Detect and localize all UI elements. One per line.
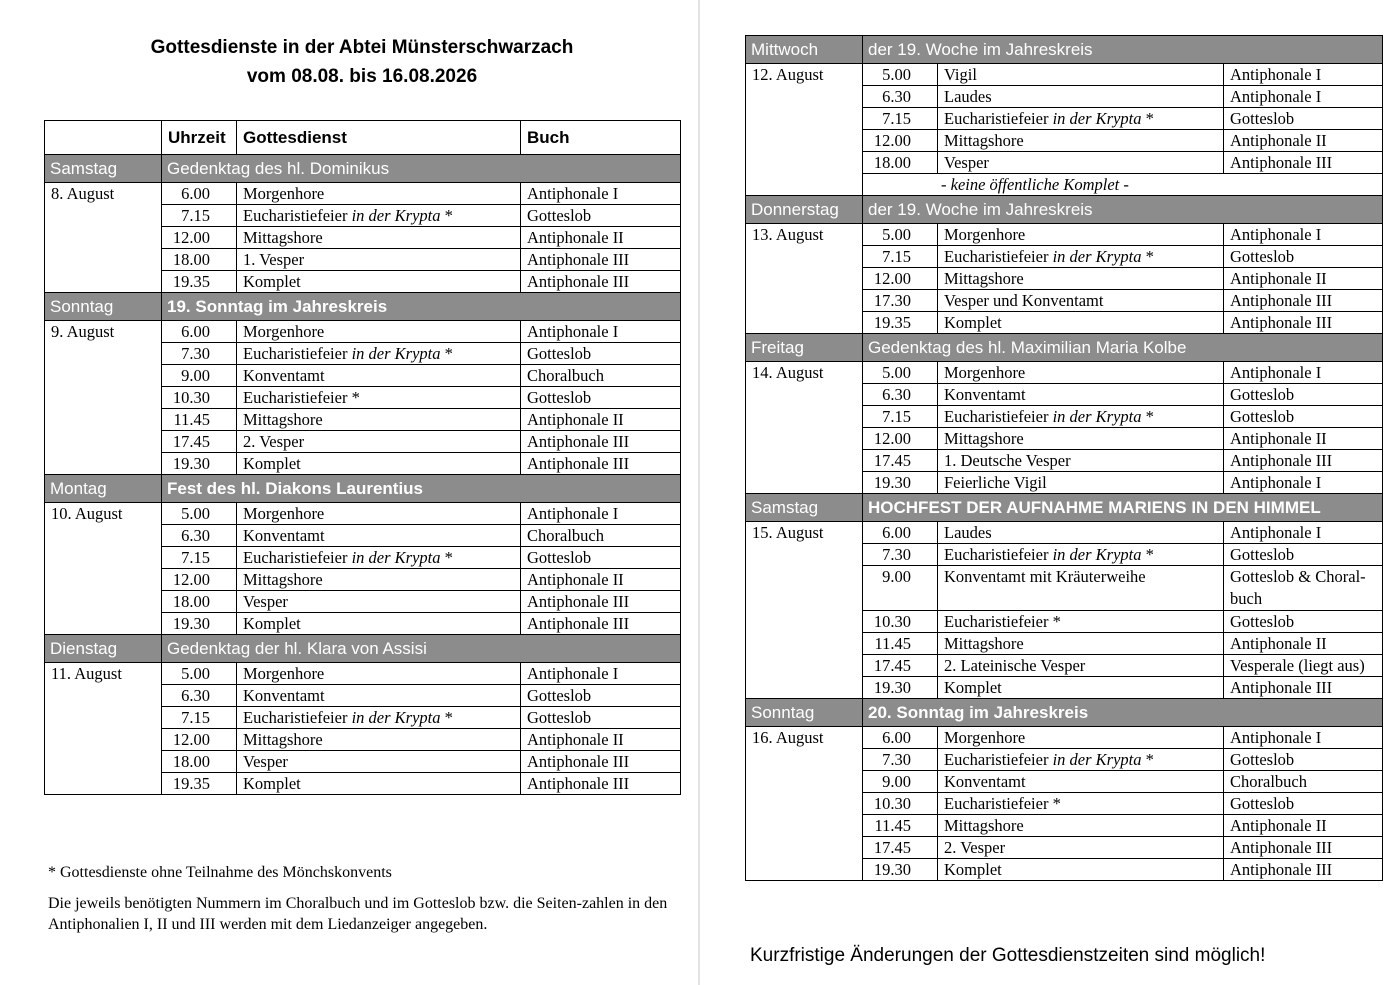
book-name: Gotteslob — [1224, 749, 1383, 771]
service-location: in der Krypta — [351, 206, 441, 225]
feast-title: Gedenktag des hl. Maximilian Maria Kolbe — [863, 334, 1383, 362]
service-time: 18.00 — [162, 249, 237, 271]
service-name — [938, 64, 1224, 86]
service-location: in der Krypta — [351, 344, 441, 363]
day-header-row — [746, 699, 1383, 727]
service-time: 17.45 — [863, 450, 938, 472]
service-name-text: Vesper — [243, 752, 288, 771]
service-name-text: Mittagshore — [243, 410, 323, 429]
service-name-text: 1. Deutsche Vesper — [944, 451, 1071, 470]
service-time: 6.30 — [162, 525, 237, 547]
book-name: Gotteslob — [1224, 108, 1383, 130]
service-name-text: 2. Vesper — [243, 432, 305, 451]
service-time: 11.45 — [863, 633, 938, 655]
header-service: Gottesdienst — [237, 121, 521, 155]
service-time: 17.45 — [863, 837, 938, 859]
service-name-text: Eucharistiefeier * — [944, 794, 1061, 813]
service-name-text: Eucharistiefeier — [944, 545, 1049, 564]
service-footnote-mark: * — [1145, 750, 1154, 769]
date-label: 14. August — [746, 362, 863, 494]
table-header-row — [45, 121, 681, 155]
service-time: 12.00 — [162, 569, 237, 591]
change-notice: Kurzfristige Änderungen der Gottesdienstzeiten sind möglich! — [750, 945, 1266, 966]
footnote-star: * Gottesdienste ohne Teilnahme des Mönchskonvents — [48, 864, 392, 881]
book-name: Antiphonale I — [521, 663, 681, 685]
service-time: 6.30 — [162, 685, 237, 707]
date-label: 11. August — [45, 663, 162, 795]
service-footnote-mark: * — [1145, 545, 1154, 564]
service-name — [237, 773, 521, 795]
service-name-text: Feierliche Vigil — [944, 473, 1047, 492]
service-time: 19.30 — [863, 859, 938, 881]
service-name — [938, 224, 1224, 246]
day-header-row — [746, 494, 1383, 522]
service-time: 7.30 — [162, 343, 237, 365]
weekday-label: Donnerstag — [746, 196, 863, 224]
service-footnote-mark: * — [444, 206, 453, 225]
service-row — [45, 321, 681, 343]
service-time: 6.00 — [162, 321, 237, 343]
service-name — [237, 685, 521, 707]
service-name-text: Eucharistiefeier — [243, 344, 348, 363]
service-name-text: Vesper und Konventamt — [944, 291, 1104, 310]
feast-title: Gedenktag der hl. Klara von Assisi — [162, 635, 681, 663]
service-name — [237, 227, 521, 249]
feast-title: 19. Sonntag im Jahreskreis — [162, 293, 681, 321]
service-name-text: Mittagshore — [944, 269, 1024, 288]
service-location: in der Krypta — [1052, 407, 1142, 426]
service-name-text: Eucharistiefeier — [243, 548, 348, 567]
service-name — [938, 130, 1224, 152]
service-time: 19.35 — [162, 773, 237, 795]
book-name: Antiphonale III — [521, 751, 681, 773]
service-location: in der Krypta — [351, 708, 441, 727]
service-name-text: 2. Vesper — [944, 838, 1006, 857]
service-footnote-mark: * — [444, 708, 453, 727]
service-name — [938, 566, 1224, 611]
service-name — [938, 268, 1224, 290]
book-name: Gotteslob & Choral-buch — [1224, 566, 1383, 611]
service-name-text: Konventamt — [243, 366, 325, 385]
service-name — [938, 290, 1224, 312]
service-time: 19.30 — [863, 472, 938, 494]
service-name — [938, 312, 1224, 334]
book-name: Gotteslob — [521, 685, 681, 707]
service-name-text: Konventamt — [944, 385, 1026, 404]
service-time: 17.45 — [162, 431, 237, 453]
service-time: 19.30 — [162, 453, 237, 475]
service-name-text: Morgenhore — [243, 504, 325, 523]
service-row — [746, 522, 1383, 544]
service-location: in der Krypta — [1052, 247, 1142, 266]
book-name: Gotteslob — [521, 205, 681, 227]
service-time: 17.45 — [863, 655, 938, 677]
book-name: Antiphonale II — [521, 409, 681, 431]
schedule-note — [863, 174, 1383, 196]
book-name: Antiphonale III — [521, 249, 681, 271]
service-name — [938, 815, 1224, 837]
service-time: 18.00 — [162, 751, 237, 773]
service-row — [45, 503, 681, 525]
date-label: 16. August — [746, 727, 863, 881]
service-name — [237, 343, 521, 365]
service-name-text: Eucharistiefeier — [944, 750, 1049, 769]
book-name: Gotteslob — [521, 707, 681, 729]
service-time: 10.30 — [162, 387, 237, 409]
service-time: 17.30 — [863, 290, 938, 312]
service-name-text: Mittagshore — [243, 228, 323, 247]
service-name-text: Komplet — [944, 678, 1002, 697]
service-name — [237, 249, 521, 271]
service-name — [938, 677, 1224, 699]
service-row — [45, 183, 681, 205]
book-name: Gotteslob — [521, 547, 681, 569]
footnote-text: Die jeweils benötigten Nummern im Choralbuch und im Gotteslob bzw. die Seiten-zahlen in den Antiphonalien I, II und III werden mit dem Liedanzeiger angegeben. — [48, 895, 668, 933]
book-name: Antiphonale II — [1224, 428, 1383, 450]
date-label: 13. August — [746, 224, 863, 334]
page-subtitle: vom 08.08. bis 16.08.2026 — [246, 66, 478, 87]
header-time: Uhrzeit — [162, 121, 237, 155]
service-name — [938, 727, 1224, 749]
date-label: 9. August — [45, 321, 162, 475]
service-time: 9.00 — [863, 566, 938, 611]
service-name — [237, 205, 521, 227]
service-name — [938, 793, 1224, 815]
service-name — [237, 613, 521, 635]
service-name-text: Laudes — [944, 87, 992, 106]
service-row — [746, 362, 1383, 384]
weekday-label: Mittwoch — [746, 36, 863, 64]
book-name: Antiphonale I — [521, 321, 681, 343]
service-name-text: Komplet — [243, 614, 301, 633]
service-name — [237, 707, 521, 729]
service-row — [746, 224, 1383, 246]
book-name: Antiphonale III — [1224, 837, 1383, 859]
service-time: 9.00 — [162, 365, 237, 387]
service-time: 7.15 — [863, 246, 938, 268]
book-name: Antiphonale III — [521, 453, 681, 475]
service-time: 7.15 — [863, 406, 938, 428]
service-name-text: Morgenhore — [944, 363, 1026, 382]
book-name: Gotteslob — [1224, 384, 1383, 406]
book-name: Gotteslob — [1224, 406, 1383, 428]
book-name: Antiphonale III — [521, 431, 681, 453]
book-name: Antiphonale III — [521, 271, 681, 293]
book-name: Antiphonale II — [521, 569, 681, 591]
service-name — [237, 729, 521, 751]
service-footnote-mark: * — [444, 344, 453, 363]
day-header-row — [45, 475, 681, 503]
service-location: in der Krypta — [351, 548, 441, 567]
header-book: Buch — [521, 121, 681, 155]
service-time: 12.00 — [863, 428, 938, 450]
service-time: 7.30 — [863, 749, 938, 771]
book-name: Antiphonale I — [1224, 224, 1383, 246]
service-name — [237, 591, 521, 613]
feast-title: der 19. Woche im Jahreskreis — [863, 36, 1383, 64]
service-name-text: Morgenhore — [243, 322, 325, 341]
schedule-note-text: - keine öffentliche Komplet - — [941, 175, 1129, 194]
day-header-row — [45, 635, 681, 663]
book-name: Antiphonale I — [521, 183, 681, 205]
service-name-text: Mittagshore — [944, 429, 1024, 448]
service-time: 10.30 — [863, 611, 938, 633]
service-time: 12.00 — [863, 130, 938, 152]
service-name — [237, 503, 521, 525]
book-name: Antiphonale I — [521, 503, 681, 525]
service-name — [938, 771, 1224, 793]
service-name — [938, 384, 1224, 406]
service-name — [938, 86, 1224, 108]
weekday-label: Montag — [45, 475, 162, 503]
service-name — [237, 365, 521, 387]
service-name-text: Mittagshore — [243, 570, 323, 589]
service-time: 7.15 — [162, 707, 237, 729]
book-name: Choralbuch — [521, 365, 681, 387]
service-time: 18.00 — [863, 152, 938, 174]
service-time: 7.15 — [162, 205, 237, 227]
weekday-label: Sonntag — [45, 293, 162, 321]
service-name — [938, 362, 1224, 384]
header-date — [45, 121, 162, 155]
service-name — [938, 406, 1224, 428]
service-name-text: Mittagshore — [944, 816, 1024, 835]
book-name: Antiphonale III — [521, 613, 681, 635]
weekday-label: Sonntag — [746, 699, 863, 727]
service-name — [938, 611, 1224, 633]
service-name-text: Komplet — [944, 313, 1002, 332]
book-name: Antiphonale I — [1224, 472, 1383, 494]
book-name: Gotteslob — [1224, 611, 1383, 633]
service-footnote-mark: * — [1145, 109, 1154, 128]
service-name-text: Eucharistiefeier — [944, 109, 1049, 128]
service-name — [237, 409, 521, 431]
service-name-text: Komplet — [243, 272, 301, 291]
day-header-row — [746, 334, 1383, 362]
day-header-row — [746, 196, 1383, 224]
service-name — [237, 525, 521, 547]
service-name — [237, 387, 521, 409]
service-footnote-mark: * — [1145, 407, 1154, 426]
service-name — [237, 183, 521, 205]
book-name: Antiphonale III — [1224, 152, 1383, 174]
service-name-text: 2. Lateinische Vesper — [944, 656, 1086, 675]
service-name — [938, 544, 1224, 566]
service-name — [938, 246, 1224, 268]
service-name-text: Morgenhore — [944, 728, 1026, 747]
service-location: in der Krypta — [1052, 750, 1142, 769]
service-time: 6.30 — [863, 384, 938, 406]
service-name-text: Mittagshore — [944, 131, 1024, 150]
service-name — [237, 453, 521, 475]
book-name: Antiphonale III — [1224, 677, 1383, 699]
service-location: in der Krypta — [1052, 109, 1142, 128]
service-time: 6.00 — [863, 522, 938, 544]
feast-title: der 19. Woche im Jahreskreis — [863, 196, 1383, 224]
service-time: 6.30 — [863, 86, 938, 108]
date-label: 12. August — [746, 64, 863, 196]
service-name — [938, 837, 1224, 859]
feast-title: 20. Sonntag im Jahreskreis — [863, 699, 1383, 727]
book-name: Antiphonale II — [1224, 130, 1383, 152]
page-title: Gottesdienste in der Abtei Münsterschwarzach — [150, 37, 574, 58]
book-name: Antiphonale II — [521, 729, 681, 751]
service-time: 7.15 — [162, 547, 237, 569]
book-name: Antiphonale I — [1224, 86, 1383, 108]
service-name-text: Eucharistiefeier * — [944, 612, 1061, 631]
service-time: 11.45 — [863, 815, 938, 837]
service-name-text: Laudes — [944, 523, 992, 542]
service-time: 5.00 — [162, 503, 237, 525]
service-name — [237, 431, 521, 453]
service-time: 12.00 — [162, 227, 237, 249]
service-time: 19.30 — [863, 677, 938, 699]
service-footnote-mark: * — [1145, 247, 1154, 266]
service-name-text: Konventamt — [243, 526, 325, 545]
book-name: Antiphonale II — [1224, 633, 1383, 655]
service-time: 5.00 — [863, 64, 938, 86]
service-time: 5.00 — [162, 663, 237, 685]
service-name — [938, 859, 1224, 881]
service-name — [938, 522, 1224, 544]
book-name: Antiphonale III — [1224, 312, 1383, 334]
service-name-text: Komplet — [243, 454, 301, 473]
book-name: Gotteslob — [1224, 544, 1383, 566]
book-name: Antiphonale III — [1224, 450, 1383, 472]
feast-title: HOCHFEST DER AUFNAHME MARIENS IN DEN HIMMEL — [863, 494, 1383, 522]
service-name-text: Eucharistiefeier — [944, 407, 1049, 426]
service-name-text: 1. Vesper — [243, 250, 305, 269]
service-name — [237, 569, 521, 591]
service-time: 19.35 — [162, 271, 237, 293]
weekday-label: Freitag — [746, 334, 863, 362]
service-name — [938, 152, 1224, 174]
service-name-text: Komplet — [944, 860, 1002, 879]
feast-title: Gedenktag des hl. Dominikus — [162, 155, 681, 183]
book-name: Antiphonale II — [1224, 815, 1383, 837]
day-header-row — [45, 155, 681, 183]
service-time: 5.00 — [863, 224, 938, 246]
book-name: Choralbuch — [521, 525, 681, 547]
book-name: Gotteslob — [1224, 793, 1383, 815]
book-name: Vesperale (liegt aus) — [1224, 655, 1383, 677]
service-name — [938, 108, 1224, 130]
service-name — [938, 428, 1224, 450]
book-name: Choralbuch — [1224, 771, 1383, 793]
service-name-text: Mittagshore — [243, 730, 323, 749]
service-row — [746, 64, 1383, 86]
book-name: Antiphonale I — [1224, 64, 1383, 86]
book-name: Antiphonale I — [1224, 727, 1383, 749]
service-footnote-mark: * — [444, 548, 453, 567]
service-time: 19.30 — [162, 613, 237, 635]
book-name: Antiphonale I — [1224, 362, 1383, 384]
service-name-text: Vigil — [944, 65, 977, 84]
schedule-table-right — [745, 35, 1383, 881]
service-time: 12.00 — [162, 729, 237, 751]
service-time: 7.15 — [863, 108, 938, 130]
service-name-text: Morgenhore — [944, 225, 1026, 244]
service-time: 19.35 — [863, 312, 938, 334]
service-time: 6.00 — [863, 727, 938, 749]
service-time: 5.00 — [863, 362, 938, 384]
service-name-text: Konventamt mit Kräuterweihe — [944, 567, 1146, 586]
service-name-text: Eucharistiefeier — [944, 247, 1049, 266]
service-name — [938, 450, 1224, 472]
service-name — [938, 633, 1224, 655]
service-time: 7.30 — [863, 544, 938, 566]
page-divider — [698, 0, 700, 985]
service-name-text: Vesper — [944, 153, 989, 172]
service-name-text: Eucharistiefeier * — [243, 388, 360, 407]
service-name — [237, 663, 521, 685]
service-name-text: Mittagshore — [944, 634, 1024, 653]
service-name-text: Konventamt — [243, 686, 325, 705]
book-name: Antiphonale III — [521, 773, 681, 795]
service-name-text: Eucharistiefeier — [243, 206, 348, 225]
service-time: 18.00 — [162, 591, 237, 613]
service-name-text: Eucharistiefeier — [243, 708, 348, 727]
service-name — [237, 271, 521, 293]
date-label: 10. August — [45, 503, 162, 635]
service-name — [237, 751, 521, 773]
service-row — [45, 663, 681, 685]
service-name-text: Konventamt — [944, 772, 1026, 791]
weekday-label: Samstag — [746, 494, 863, 522]
service-location: in der Krypta — [1052, 545, 1142, 564]
book-name: Gotteslob — [521, 343, 681, 365]
service-name-text: Komplet — [243, 774, 301, 793]
book-name: Antiphonale II — [1224, 268, 1383, 290]
service-time: 6.00 — [162, 183, 237, 205]
service-time: 10.30 — [863, 793, 938, 815]
book-name: Antiphonale III — [1224, 290, 1383, 312]
service-name — [938, 472, 1224, 494]
service-time: 11.45 — [162, 409, 237, 431]
day-header-row — [45, 293, 681, 321]
service-name — [237, 547, 521, 569]
service-name-text: Vesper — [243, 592, 288, 611]
service-name-text: Morgenhore — [243, 184, 325, 203]
book-name: Antiphonale I — [1224, 522, 1383, 544]
date-label: 8. August — [45, 183, 162, 293]
book-name: Antiphonale III — [1224, 859, 1383, 881]
service-name — [237, 321, 521, 343]
feast-title: Fest des hl. Diakons Laurentius — [162, 475, 681, 503]
service-time: 9.00 — [863, 771, 938, 793]
book-name: Gotteslob — [1224, 246, 1383, 268]
service-row — [746, 727, 1383, 749]
date-label: 15. August — [746, 522, 863, 699]
day-header-row — [746, 36, 1383, 64]
schedule-table-left — [44, 120, 681, 795]
service-time: 12.00 — [863, 268, 938, 290]
weekday-label: Dienstag — [45, 635, 162, 663]
book-name: Gotteslob — [521, 387, 681, 409]
book-name: Antiphonale III — [521, 591, 681, 613]
book-name: Antiphonale II — [521, 227, 681, 249]
service-name — [938, 655, 1224, 677]
service-name — [938, 749, 1224, 771]
service-name-text: Morgenhore — [243, 664, 325, 683]
weekday-label: Samstag — [45, 155, 162, 183]
